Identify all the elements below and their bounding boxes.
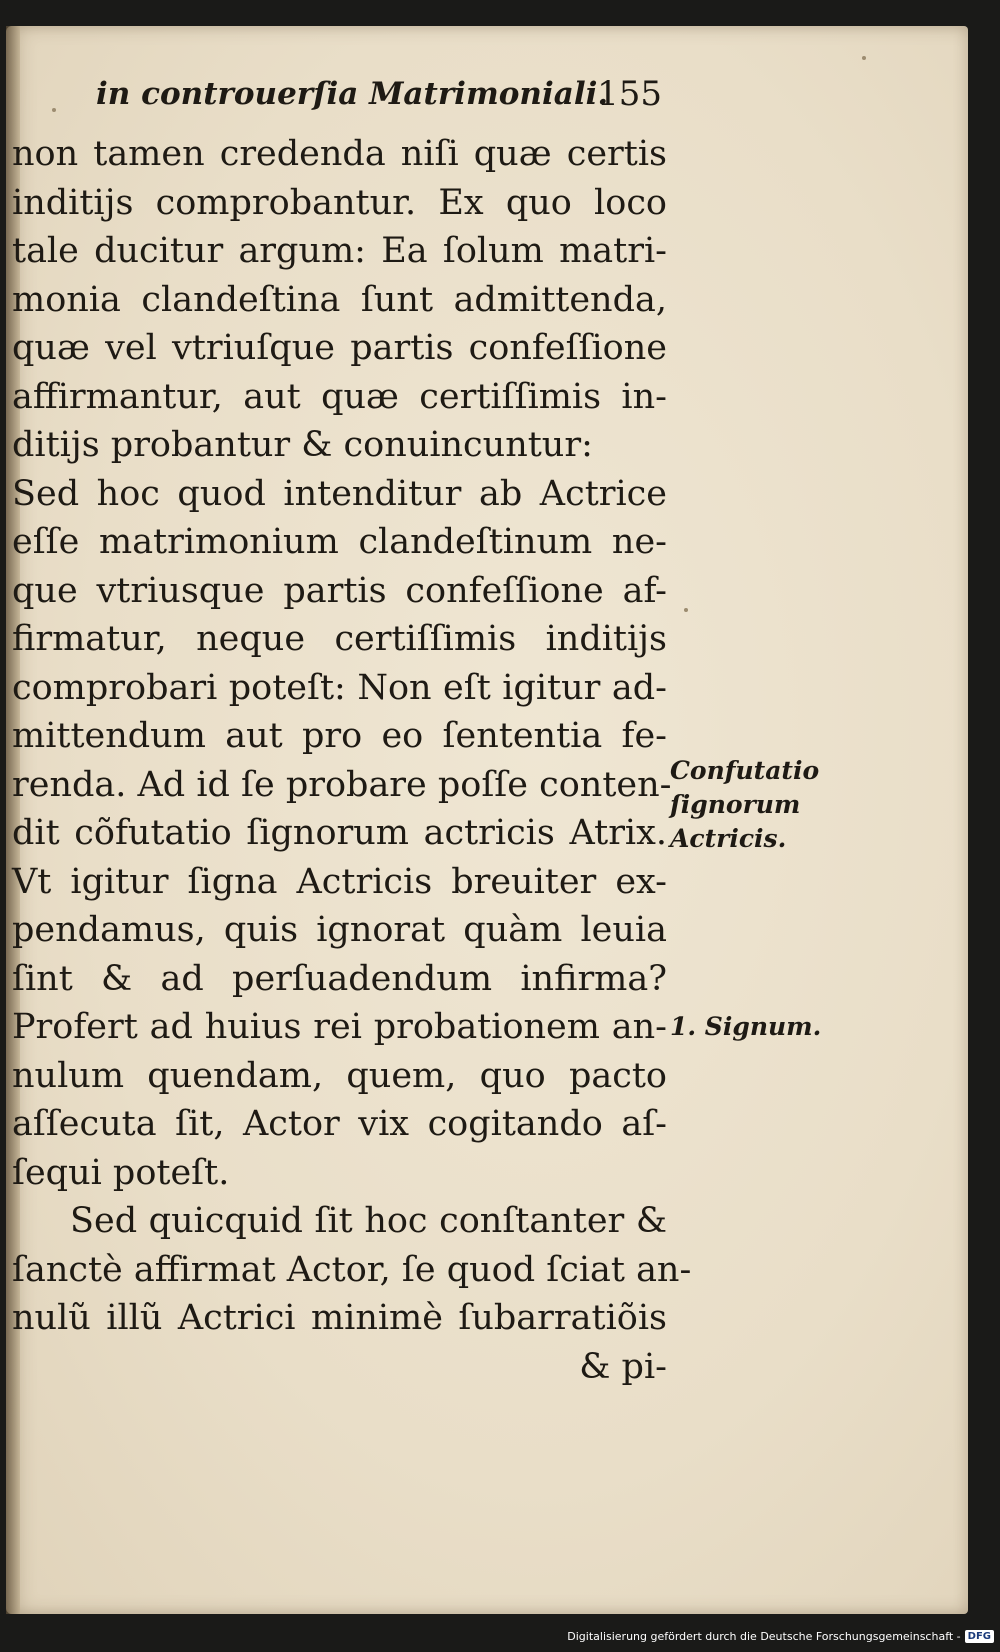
text-line: firmatur, neque certiſſimis inditijs [12, 619, 667, 659]
text-line: comprobari poteſt: Non eſt igitur ad- [12, 667, 667, 708]
text-line: pendamus, quis ignorat quàm leuia [12, 910, 667, 950]
marginal-line: ſignorum [670, 790, 801, 819]
text-line: tale ducitur argum: Ea ſolum matri- [12, 231, 667, 271]
text-line: nulũ illũ Actrici minimè ſubarratiõis [12, 1298, 667, 1338]
running-title: in controuerſia Matrimoniali. [96, 76, 609, 112]
text-line: mittendum aut pro eo ſententia fe- [12, 716, 667, 756]
marginal-note-signum: 1. Signum. [670, 1012, 822, 1041]
marginal-line: Confutatio [670, 756, 820, 785]
text-line: non tamen credenda niſi quæ certis [12, 134, 667, 174]
text-line: monia clandeſtina ſunt admittenda, [12, 279, 667, 320]
marginal-line: Actricis. [670, 824, 787, 853]
text-line: Sed hoc quod intenditur ab Actrice [12, 473, 667, 514]
text-line: Profert ad huius rei probationem an- [12, 1007, 667, 1047]
credit-text: Digitalisierung gefördert durch die Deutsche Forschungsgemeinschaft - [567, 1629, 961, 1643]
catchword: & pi- [579, 1346, 667, 1387]
dfg-logo: DFG [965, 1630, 994, 1643]
paper-speck [684, 608, 688, 612]
digitization-credit [567, 1626, 994, 1646]
text-line: aſſecuta ſit, Actor vix cogitando aſ- [12, 1104, 667, 1144]
text-line: quæ vel vtriuſque partis confeſſione [12, 328, 667, 368]
text-line: nulum quendam, quem, quo pacto [12, 1055, 667, 1096]
body-text [12, 130, 692, 1391]
running-head [96, 66, 666, 116]
text-line: ſint & ad perſuadendum infirma? [12, 958, 667, 999]
text-line: eſſe matrimonium clandeſtinum ne- [12, 522, 667, 562]
page-number: 155 [597, 74, 662, 114]
text-line: dit cõfutatio ſignorum actricis Atrix. [12, 813, 667, 853]
text-line: que vtriusque partis confeſſione af- [12, 570, 667, 611]
text-line: ditijs probantur & conuincuntur: [12, 425, 593, 465]
marginal-note-confutatio [670, 754, 819, 856]
paper-speck [52, 108, 56, 112]
text-line: ſanctè affirmat Actor, ſe quod ſciat an- [12, 1249, 692, 1290]
text-line: Sed quicquid ſit hoc conſtanter & [70, 1201, 667, 1241]
text-line: ſequi poteſt. [12, 1152, 230, 1193]
text-line: Vt igitur ſigna Actricis breuiter ex- [12, 861, 667, 902]
paper-speck [862, 56, 866, 60]
text-line: inditijs comprobantur. Ex quo loco [12, 182, 667, 223]
text-line: affirmantur, aut quæ certiſſimis in- [12, 376, 667, 417]
text-line: renda. Ad id ſe probare poſſe conten- [12, 764, 672, 805]
